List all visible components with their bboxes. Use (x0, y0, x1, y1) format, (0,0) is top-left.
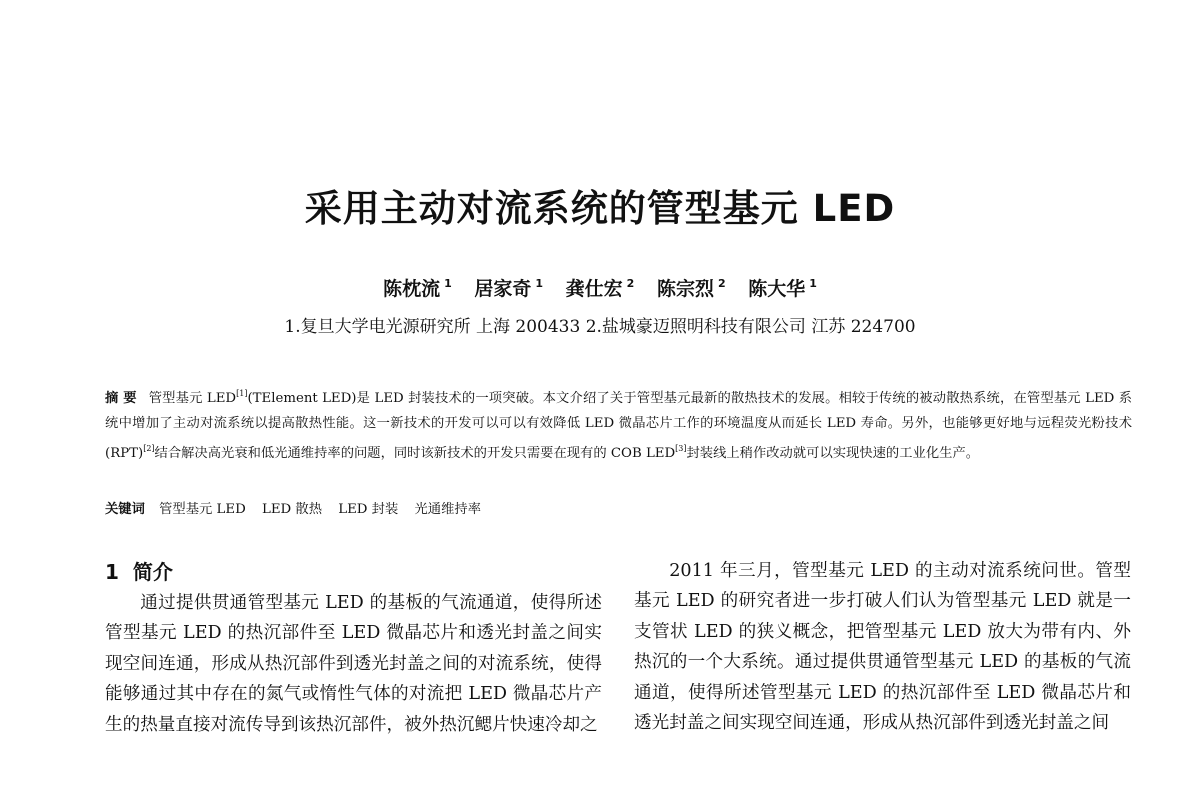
body-text-right-column: 2011 年三月，管型基元 LED 的主动对流系统问世。管型基元 LED 的研究者进一步打破人们认为管型基元 LED 就是一支管状 LED 的狭义概念，把管型基元 LED 放大为带有内、外热沉的一个大系统。通过提供贯通管型基元 LED 的基板的气流通道，使得所述管型基元 LED 的热沉部件至 LED 微晶芯片和透光封盖之间实现空间连通，形成从热沉部件到透光封盖之间 (634, 561, 1131, 734)
author (657, 274, 726, 301)
abstract-text: 管型基元 LED (148, 391, 237, 406)
author-affiliation-mark: 1 (444, 277, 452, 290)
author-affiliation-mark: 2 (717, 277, 726, 290)
body-text-left-column: 通过提供贯通管型基元 LED 的基板的气流通道，使得所述管型基元 LED 的热沉部件至 LED 微晶芯片和透光封盖之间实现空间连通，形成从热沉部件到透光封盖之间的对流系统，使得能够通过其中存在的氮气或惰性气体的对流把 LED 微晶芯片产生的热量直接对流传导到该热沉部件，被外热沉鳃片快速冷却之 (105, 593, 602, 735)
abstract-text: (TElement LED)是 LED 封装技术的一项突破。本文介绍了关于管型基元最新的散热技术的发展。相较于传统的被动散热系统，在管型基元 LED 系统中增加了主动对流系统以提高散热性能。这一新技术的开发可以可以有效降低 LED 微晶芯片工作的环境温度从而延长 LED 寿命。另外，也能够更好地与远程荧光粉技术(RPT) (105, 391, 1132, 461)
keyword: LED 封装 (338, 502, 399, 517)
keywords-label: 关键词 (105, 502, 145, 517)
abstract (105, 382, 1132, 466)
abstract-label: 摘 要 (105, 391, 137, 406)
author-name: 居家奇 (474, 278, 532, 300)
author (383, 274, 452, 301)
abstract-text: 结合解决高光衰和低光通维持率的问题，同时该新技术的开发只需要在现有的 COB LED (154, 445, 676, 461)
section-number: 1 (105, 560, 119, 584)
author (566, 274, 635, 301)
author-affiliation-mark: 1 (535, 277, 544, 290)
author (748, 274, 817, 301)
keyword: 光通维持率 (414, 502, 481, 517)
author-affiliation-mark: 2 (626, 277, 635, 290)
author-name: 龚仕宏 (565, 278, 623, 300)
affiliations: 1.复旦大学电光源研究所 上海 200433 2.盐城豪迈照明科技有限公司 江苏 224700 (284, 317, 916, 337)
author-list (0, 274, 1200, 301)
citation-ref: [2] (143, 443, 155, 453)
author-name: 陈大华 (748, 278, 806, 300)
citation-ref: [1] (236, 389, 248, 398)
keyword: LED 散热 (261, 502, 323, 517)
keyword: 管型基元 LED (159, 502, 246, 517)
author-name: 陈宗烈 (656, 278, 714, 300)
section-title: 简介 (132, 560, 173, 584)
section-heading (105, 556, 173, 585)
abstract-text: 封装线上稍作改动就可以实现快速的工业化生产。 (686, 445, 980, 461)
citation-ref: [3] (675, 443, 687, 453)
author-name: 陈枕流 (383, 278, 441, 300)
author (474, 274, 543, 301)
keywords (105, 498, 1132, 522)
paper-title: 采用主动对流系统的管型基元 LED (304, 187, 896, 230)
author-affiliation-mark: 1 (809, 277, 817, 290)
